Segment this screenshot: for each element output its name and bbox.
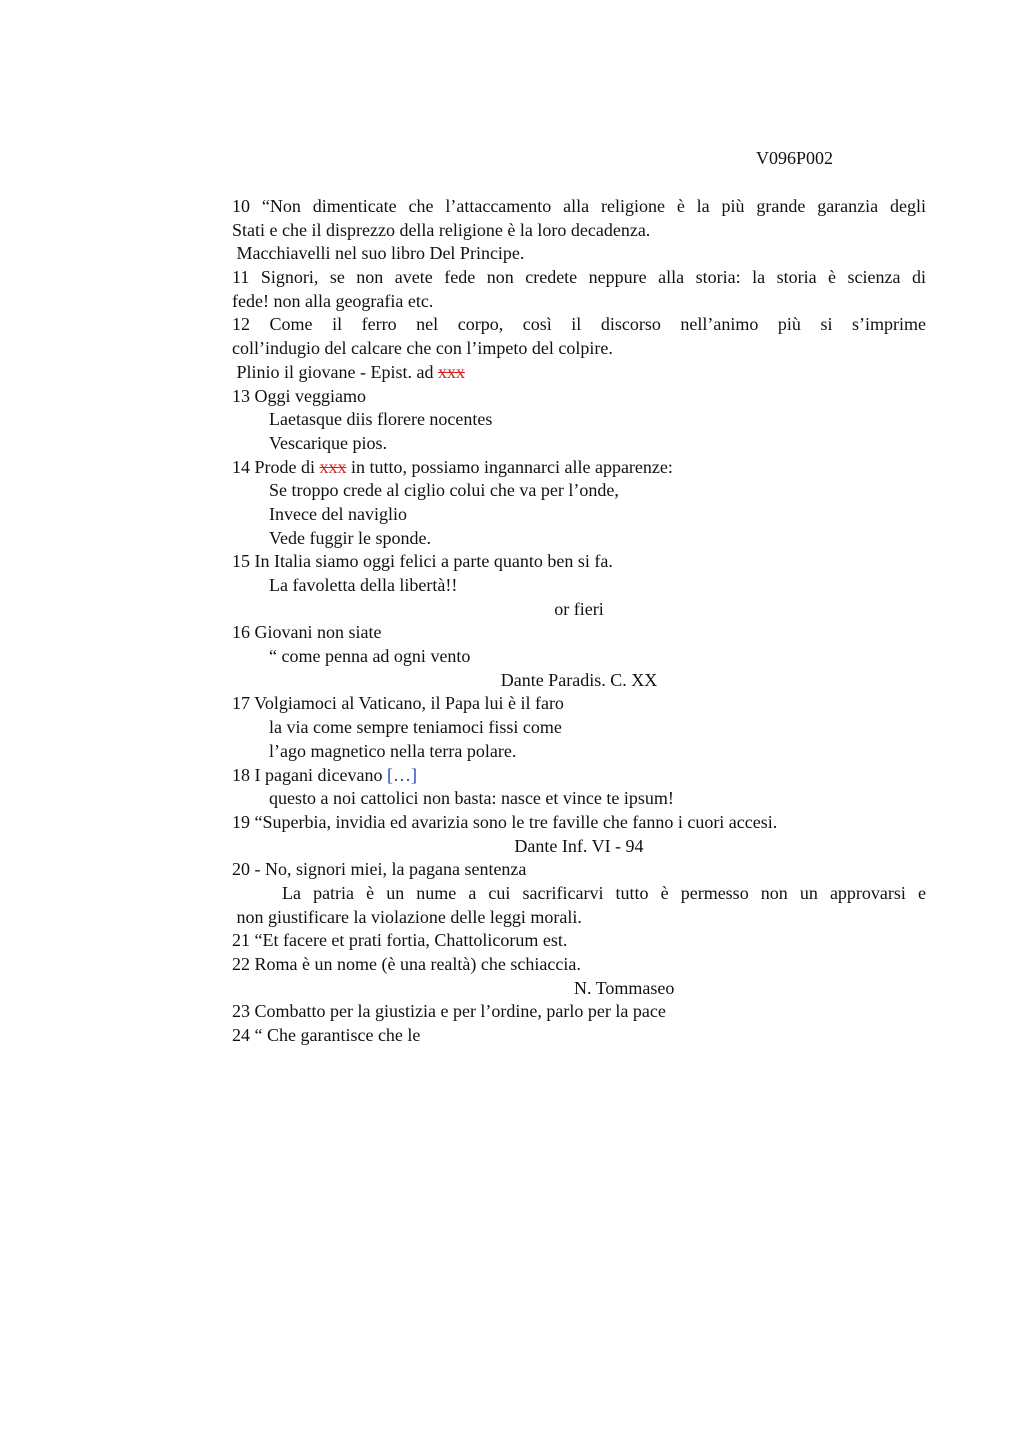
text-line: La patria è un nume a cui sacrificarvi tutto è permesso non un approvarsi e	[282, 882, 926, 903]
page-identifier: V096P002	[756, 148, 834, 168]
struck-text: xxx	[437, 361, 465, 382]
text-line: Macchiavelli nel suo libro Del Principe.	[232, 243, 525, 264]
text-line	[232, 764, 926, 788]
text-line: l’ago magnetico nella terra polare.	[269, 740, 517, 761]
text-line: la via come sempre teniamoci fissi come	[269, 717, 562, 738]
text-line: non giustificare la violazione delle leggi morali.	[232, 906, 582, 927]
text-line: or fieri	[554, 598, 604, 619]
text-segment: 14 Prode di	[232, 456, 320, 477]
text-line: 20 - No, signori miei, la pagana sentenza	[232, 859, 527, 880]
text-line: La favoletta della libertà!!	[269, 575, 458, 595]
text-line: 21 “Et facere et prati fortia, Chattolicorum est.	[232, 930, 568, 951]
text-line: coll’indugio del calcare che con l’impeto del colpire.	[232, 338, 613, 359]
text-line: N. Tommaseo	[574, 977, 675, 998]
text-line: 12 Come il ferro nel corpo, così il discorso nell’animo più si s’imprime	[232, 314, 926, 335]
text-line: 23 Combatto per la giustizia e per l’ordine, parlo per la pace	[232, 1001, 666, 1022]
text-line: 11 Signori, se non avete fede non credete neppure alla storia: la storia è scienza di	[232, 267, 926, 288]
text-line: 22 Roma è un nome (è una realtà) che schiaccia.	[232, 954, 581, 974]
text-line: Invece del naviglio	[269, 503, 407, 524]
text-line: 13 Oggi veggiamo	[232, 385, 366, 406]
text-line: 15 In Italia siamo oggi felici a parte quanto ben si fa.	[232, 551, 613, 572]
text-line: Stati e che il disprezzo della religione è la loro decadenza.	[232, 219, 651, 240]
text-line	[232, 361, 926, 385]
text-segment: Plinio il giovane - Epist. ad	[232, 361, 438, 382]
text-line: Vescarique pios.	[269, 432, 387, 453]
text-line: fede! non alla geografia etc.	[232, 290, 434, 311]
text-segment: 18 I pagani dicevano	[232, 764, 387, 785]
text-line: Dante Paradis. C. XX	[500, 669, 658, 690]
text-line: “ come penna ad ogni vento	[269, 646, 471, 667]
ellipsis-marker: […]	[386, 764, 417, 785]
text-line: 24 “ Che garantisce che le	[232, 1025, 421, 1046]
manuscript-transcription	[232, 195, 926, 1048]
text-line: Dante Inf. VI - 94	[514, 835, 644, 856]
text-line: Vede fuggir le sponde.	[269, 527, 431, 548]
text-line: 10 “Non dimenticate che l’attaccamento alla religione è la più grande garanzia degli	[232, 196, 926, 216]
text-line	[232, 456, 926, 480]
text-line: questo a noi cattolici non basta: nasce et vince te ipsum!	[269, 788, 674, 809]
text-line: Laetasque diis florere nocentes	[269, 409, 493, 430]
struck-text: xxx	[319, 456, 347, 477]
text-line: 17 Volgiamoci al Vaticano, il Papa lui è il faro	[232, 693, 564, 714]
text-line: Se troppo crede al ciglio colui che va per l’onde,	[269, 480, 619, 501]
text-line: 16 Giovani non siate	[232, 622, 382, 643]
text-segment: in tutto, possiamo ingannarci alle apparenze:	[346, 456, 673, 477]
text-line: 19 “Superbia, invidia ed avarizia sono le tre faville che fanno i cuori accesi.	[232, 811, 778, 832]
